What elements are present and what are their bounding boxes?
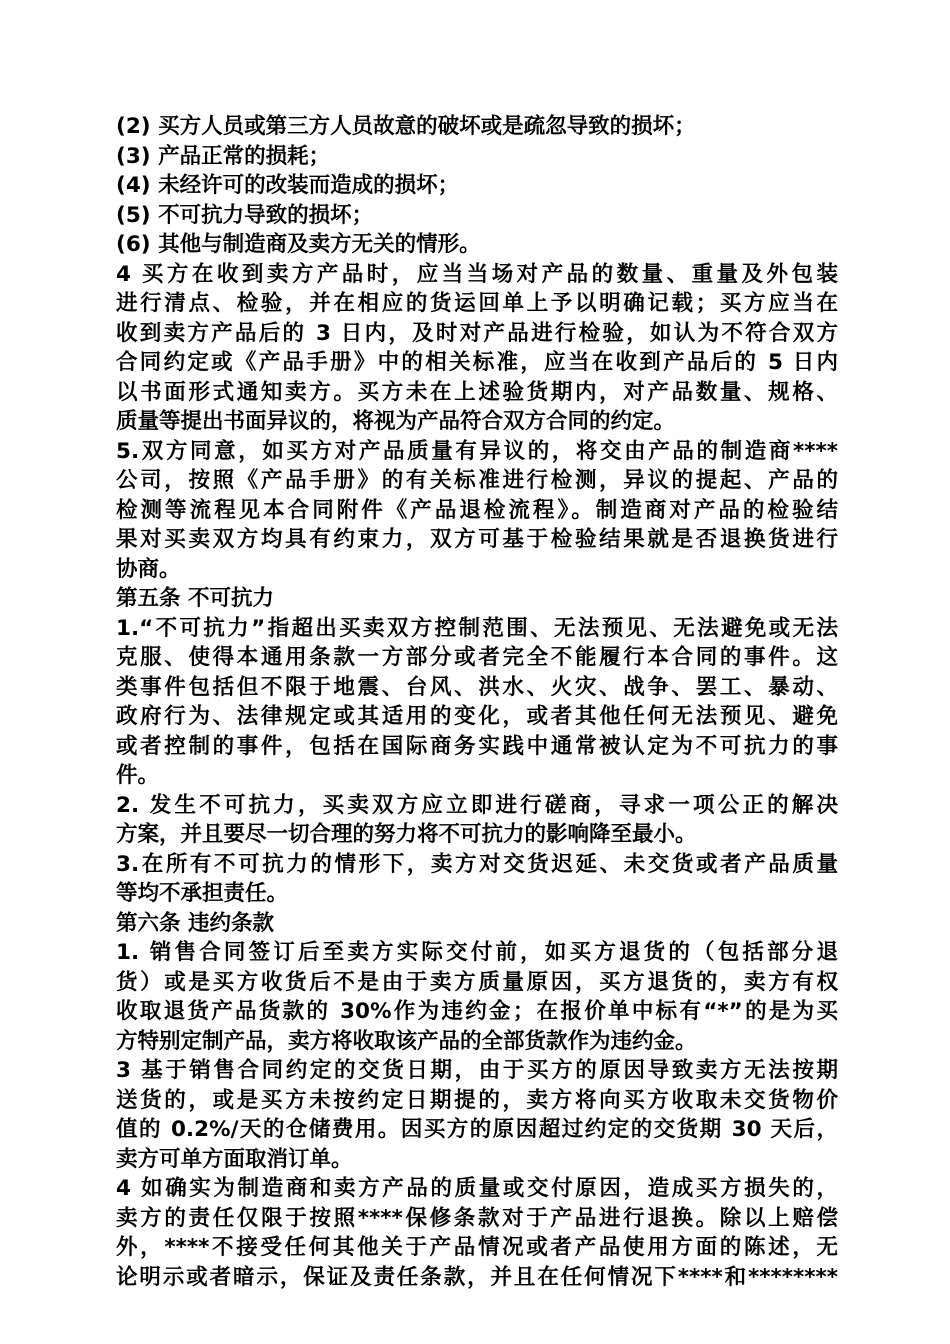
text-line: 方案，并且要尽一切合理的努力将不可抗力的影响降至最小。 bbox=[116, 822, 697, 847]
text-line: 第五条 不可抗力 bbox=[116, 586, 274, 611]
text-line: (5) 不可抗力导致的损坏； bbox=[116, 202, 374, 228]
text-line: 4 如确实为制造商和卖方产品的质量或交付原因，造成买方损失的， bbox=[116, 1176, 838, 1201]
text-line: 果对买卖双方均具有约束力，双方可基于检验结果就是否退换货进行 bbox=[116, 527, 838, 552]
text-line: 3.在所有不可抗力的情形下，卖方对交货迟延、未交货或者产品质量 bbox=[116, 851, 838, 877]
text-line: 卖方可单方面取消订单。 bbox=[116, 1146, 353, 1172]
text-line: 收取退货产品货款的 30%作为违约金；在报价单中标有“*”的是为买 bbox=[116, 999, 838, 1024]
text-line: (2) 买方人员或第三方人员故意的破坏或是疏忽导致的损坏； bbox=[116, 114, 696, 139]
text-line: 收到卖方产品后的 3 日内，及时对产品进行检验，如认为不符合双方 bbox=[116, 320, 838, 346]
text-line: (3) 产品正常的损耗； bbox=[116, 143, 331, 169]
text-line: 等均不承担责任。 bbox=[116, 881, 289, 906]
text-line: 卖方的责任仅限于按照****保修条款对于产品进行退换。除以上赔偿 bbox=[116, 1205, 838, 1231]
text-line: 类事件包括但不限于地震、台风、洪水、火灾、战争、罢工、暴动、 bbox=[116, 674, 838, 700]
text-line: 第六条 违约条款 bbox=[116, 910, 274, 936]
text-line: 政府行为、法律规定或其适用的变化，或者其他任何无法预见、避免 bbox=[116, 704, 838, 729]
text-line: 4 买方在收到卖方产品时，应当当场对产品的数量、重量及外包装 bbox=[116, 261, 838, 287]
text-line: 公司，按照《产品手册》的有关标准进行检测，异议的提起、产品的 bbox=[116, 468, 838, 493]
text-line: 1.“不可抗力”指超出买卖双方控制范围、无法预见、无法避免或无法 bbox=[116, 615, 838, 641]
text-line: 值的 0.2%/天的仓储费用。因买方的原因超过约定的交货期 30 天后， bbox=[116, 1117, 838, 1142]
text-line: 送货的，或是买方未按约定日期提的，卖方将向买方收取未交货物价 bbox=[116, 1087, 838, 1113]
text-line: 合同约定或《产品手册》中的相关标准，应当在收到产品后的 5 日内 bbox=[116, 350, 838, 375]
text-line: 方特别定制产品，卖方将收取该产品的全部货款作为违约金。 bbox=[116, 1028, 697, 1054]
text-line: 件。 bbox=[116, 763, 160, 788]
text-line: 论明示或者暗示，保证及责任条款，并且在任何情况下****和******** bbox=[116, 1264, 838, 1290]
text-line: 5.双方同意，如买方对产品质量有异议的，将交由产品的制造商**** bbox=[116, 438, 838, 464]
text-line: 质量等提出书面异议的，将视为产品符合双方合同的约定。 bbox=[116, 409, 676, 434]
text-line: 或者控制的事件，包括在国际商务实践中通常被认定为不可抗力的事 bbox=[116, 733, 838, 759]
text-line: 检测等流程见本合同附件《产品退检流程》。制造商对产品的检验结 bbox=[116, 497, 838, 523]
text-line: 协商。 bbox=[116, 556, 181, 582]
text-line: 进行清点、检验，并在相应的货运回单上予以明确记载；买方应当在 bbox=[116, 291, 838, 316]
text-line: 3 基于销售合同约定的交货日期，由于买方的原因导致卖方无法按期 bbox=[116, 1058, 838, 1083]
text-line: 克服、使得本通用条款一方部分或者完全不能履行本合同的事件。这 bbox=[116, 645, 838, 670]
text-line: 外，****不接受任何其他关于产品情况或者产品使用方面的陈述，无 bbox=[116, 1235, 838, 1260]
text-line: (6) 其他与制造商及卖方无关的情形。 bbox=[116, 232, 481, 257]
text-line: 以书面形式通知卖方。买方未在上述验货期内，对产品数量、规格、 bbox=[116, 379, 838, 405]
text-line: 1. 销售合同签订后至卖方实际交付前，如买方退货的（包括部分退 bbox=[116, 940, 838, 965]
text-line: 货）或是买方收货后不是由于卖方质量原因，买方退货的，卖方有权 bbox=[116, 969, 838, 995]
text-line: 2. 发生不可抗力，买卖双方应立即进行磋商，寻求一项公正的解决 bbox=[116, 792, 838, 818]
contract-page bbox=[116, 112, 838, 1292]
text-line: (4) 未经许可的改装而造成的损坏； bbox=[116, 173, 460, 198]
